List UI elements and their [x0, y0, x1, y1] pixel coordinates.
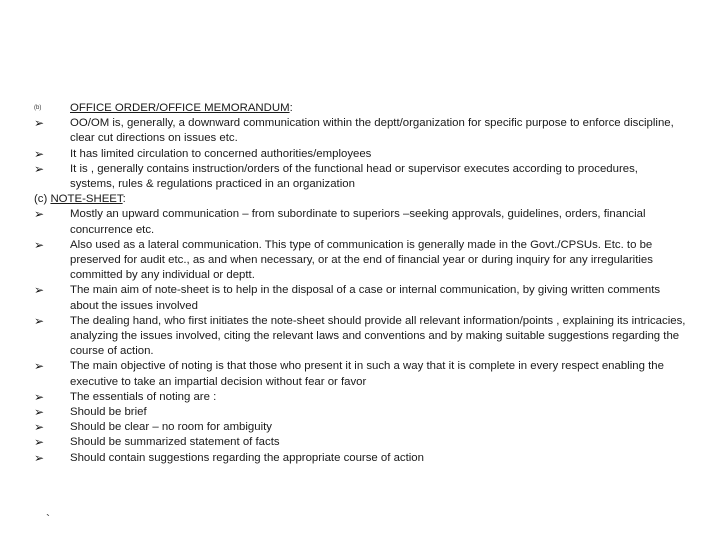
- arrow-bullet-icon: ➢: [34, 237, 45, 252]
- section-c-heading: NOTE-SHEET: [50, 193, 123, 206]
- list-item: [34, 238, 686, 284]
- arrow-bullet-icon: ➢: [34, 420, 45, 435]
- arrow-bullet-icon: ➢: [34, 405, 45, 420]
- list-item: [34, 162, 686, 192]
- section-b-heading: OFFICE ORDER/OFFICE MEMORANDUM: [70, 102, 290, 114]
- stray-mark: `: [46, 512, 50, 526]
- list-item: [34, 451, 686, 466]
- section-c-heading-row: [34, 192, 686, 207]
- list-item-text: The main objective of noting is that those who present it in such a way that it is complete in every respect enabling the executive to take an impartial decision without fear or favor: [70, 360, 664, 388]
- arrow-bullet-icon: ➢: [34, 389, 45, 404]
- arrow-bullet-icon: ➢: [34, 313, 45, 328]
- list-item: [34, 359, 686, 389]
- list-item-text: It has limited circulation to concerned authorities/employees: [70, 147, 372, 160]
- section-c-prefix: (c): [34, 193, 51, 206]
- arrow-bullet-icon: ➢: [34, 450, 45, 465]
- arrow-bullet-icon: ➢: [34, 207, 45, 222]
- list-item-text: Also used as a lateral communication. This type of communication is generally made in the Govt./CPSUs. Etc. to be preserved for audit etc., as and when necessary, or at the end of financial year or during inquiry for any irregularities committed by any individual or deptt.: [70, 238, 653, 282]
- document-body: [34, 101, 686, 466]
- section-b-heading-row: [34, 101, 686, 116]
- list-item-text: The essentials of noting are :: [70, 390, 217, 403]
- section-b-heading-colon: :: [289, 102, 293, 114]
- list-item-text: Should contain suggestions regarding the appropriate course of action: [70, 451, 424, 464]
- arrow-bullet-icon: ➢: [34, 283, 45, 298]
- list-item-text: Should be clear – no room for ambiguity: [70, 421, 272, 434]
- arrow-bullet-icon: ➢: [34, 435, 45, 450]
- section-b-marker: (b): [34, 105, 42, 111]
- list-item: [34, 435, 686, 450]
- arrow-bullet-icon: ➢: [34, 161, 45, 176]
- list-item: [34, 405, 686, 420]
- list-item: [34, 147, 686, 162]
- list-item-text: OO/OM is, generally, a downward communication within the deptt/organization for specific purpose to enforce discipline, clear cut directions on issues etc.: [70, 117, 674, 145]
- list-item-text: Should be summarized statement of facts: [70, 436, 280, 449]
- list-item: [34, 116, 686, 146]
- list-item-text: It is , generally contains instruction/orders of the functional head or supervisor executes according to procedures, systems, rules & regulations practiced in an organization: [70, 162, 638, 191]
- list-item: [34, 420, 686, 435]
- list-item: [34, 283, 686, 313]
- list-item-text: Should be brief: [70, 406, 147, 419]
- list-item-text: The dealing hand, who first initiates the note-sheet should provide all relevant information/points , explaining its intricacies, analyzing the issues involved, citing the relevant laws and conventions and by making suitable suggestions regarding the course of action.: [70, 314, 686, 358]
- list-item-text: The main aim of note-sheet is to help in the disposal of a case or internal communication, by giving written comments about the issues involved: [70, 284, 661, 312]
- list-item: [34, 314, 686, 360]
- list-item: [34, 390, 686, 405]
- arrow-bullet-icon: ➢: [34, 359, 45, 374]
- arrow-bullet-icon: ➢: [34, 116, 45, 131]
- list-item-text: Mostly an upward communication – from subordinate to superiors –seeking approvals, guidelines, orders, financial concurrence etc.: [70, 208, 646, 236]
- arrow-bullet-icon: ➢: [34, 146, 45, 161]
- section-c-heading-colon: :: [122, 193, 126, 206]
- list-item: [34, 207, 686, 237]
